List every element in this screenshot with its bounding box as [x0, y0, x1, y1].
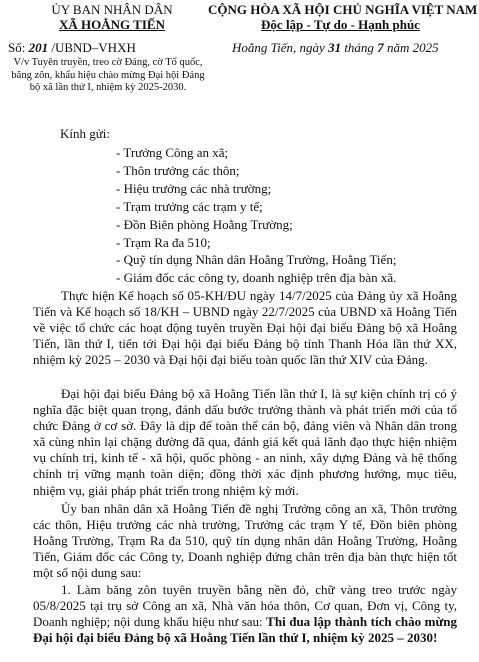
recipient-item: - Trạm Ra đa 510;	[116, 234, 211, 250]
national-heading	[208, 2, 478, 32]
recipient-item: - Hiệu trưởng các nhà trường;	[116, 180, 272, 196]
body-paragraph-3	[33, 501, 457, 581]
date-month-word: tháng	[341, 40, 378, 55]
recipient-item: - Quỹ tín dụng Nhân dân Hoằng Trường, Hoằng Tiến;	[116, 252, 397, 268]
recipient-list	[116, 144, 396, 287]
body-paragraph-2-text: Đại hội đại biểu Đảng bộ xã Hoằng Tiến lần thứ I, là sự kiện chính trị có ý nghĩa đặc biệt quan trọng, đánh dấu bước trưởng thành và phát triển mới của tổ chức Đảng ở cơ sở. Đây là dịp để toàn thể cán bộ, đảng viên và Nhân dân trong xã cùng nhìn lại chặng đường đã qua, đánh giá kết quả lãnh đạo thực hiện nhiệm vụ chính trị, kinh tế - xã hội, quốc phòng - an ninh, xây dựng Đảng và hệ thống chính trị vững mạnh toàn diện; đồng thời xác định phương hướng, mục tiêu, nhiệm vụ, giải pháp phát triển trong nhiệm kỳ mới.	[33, 386, 457, 498]
body-paragraph-3-text: Ủy ban nhân dân xã Hoằng Tiến đề nghị Trưởng công an xã, Thôn trưởng các thôn, Hiệu trưởng các nhà trường, Trưởng các trạm Y tế, Đồn biên phòng Hoằng Trường, Trạm Ra đa 510, quỹ tín dụng nhân dân Hoằng Trường, Hoằng Tiến, Giám đốc các Công ty, Doanh nghiệp đứng chân trên địa bàn thực hiện tốt một số nội dung sau:	[33, 501, 457, 581]
org-name: XÃ HOẰNG TIẾN	[59, 17, 165, 32]
issuing-organization	[22, 2, 202, 32]
document-number-prefix: Số:	[8, 40, 29, 55]
greeting: Kính gửi:	[60, 126, 111, 141]
date-year: năm 2025	[383, 40, 439, 55]
date-prefix: Hoằng Tiến, ngày	[232, 40, 329, 55]
document-number-value: 201	[28, 40, 49, 55]
recipient-item: - Trưởng Công an xã;	[116, 145, 229, 160]
body-paragraph-4-lead: 1. Làm băng zôn tuyên truyền bằng nền đỏ, chữ vàng treo trước ngày 05/8/2025 tại trụ sở Công an xã, Nhà văn hóa thôn, Cơ quan, Đơn vị, Công ty, Doanh nghiệp; nội dung khẩu hiệu như sau:	[33, 582, 457, 630]
nation-title: CỘNG HÒA XÃ HỘI CHỦ NGHĨA VIỆT NAM	[208, 2, 478, 17]
date-day: 31	[328, 40, 342, 55]
org-parent-name: ỦY BAN NHÂN DÂN	[51, 2, 173, 17]
recipient-item: - Thôn trưởng các thôn;	[116, 162, 240, 178]
date-month: 7	[377, 40, 384, 55]
recipient-item: - Giám đốc các công ty, doanh nghiệp trên địa bàn xã.	[116, 270, 397, 286]
document-number	[8, 40, 136, 56]
slogan-text: Thi đua lập thành tích chào mừng Đại hội đại biểu Đảng bộ xã Hoằng Tiến lần thứ I, nhiệm kỳ 2025 – 2030!	[33, 614, 458, 646]
nation-motto: Độc lập - Tự do - Hạnh phúc	[261, 17, 420, 32]
recipient-item: - Đồn Biên phòng Hoằng Trường;	[116, 216, 293, 232]
recipient-item: - Trạm trưởng các trạm y tế;	[116, 198, 263, 214]
body-paragraph-1-text: Thực hiện Kế hoạch số 05-KH/ĐU ngày 14/7/2025 của Đảng ủy xã Hoằng Tiến và Kế hoạch số 18/KH – UBND ngày 22/7/2025 của UBND xã Hoằng Tiến về việc tổ chức các hoạt động tuyên truyền Đại hội đại biểu Đảng bộ xã Hoằng Tiến, lần thứ I, tiến tới Đại hội đại biểu Đảng bộ tỉnh Thanh Hóa lần thứ XX, nhiệm kỳ 2025 – 2030 và Đại hội đại biểu toàn quốc lần thứ XIV của Đảng.	[33, 288, 457, 368]
document-subject: V/v Tuyên truyền, treo cờ Đảng, cờ Tổ quốc, băng zôn, khẩu hiệu chào mừng Đại hội Đảng bộ xã lần thứ I, nhiệm kỳ 2025-2030.	[11, 57, 205, 93]
body-paragraph-2	[33, 386, 457, 499]
body-paragraph-1	[33, 288, 457, 368]
document-number-suffix: /UBND–VHXH	[48, 40, 136, 55]
document-date	[232, 40, 439, 56]
body-paragraph-4	[33, 582, 457, 646]
